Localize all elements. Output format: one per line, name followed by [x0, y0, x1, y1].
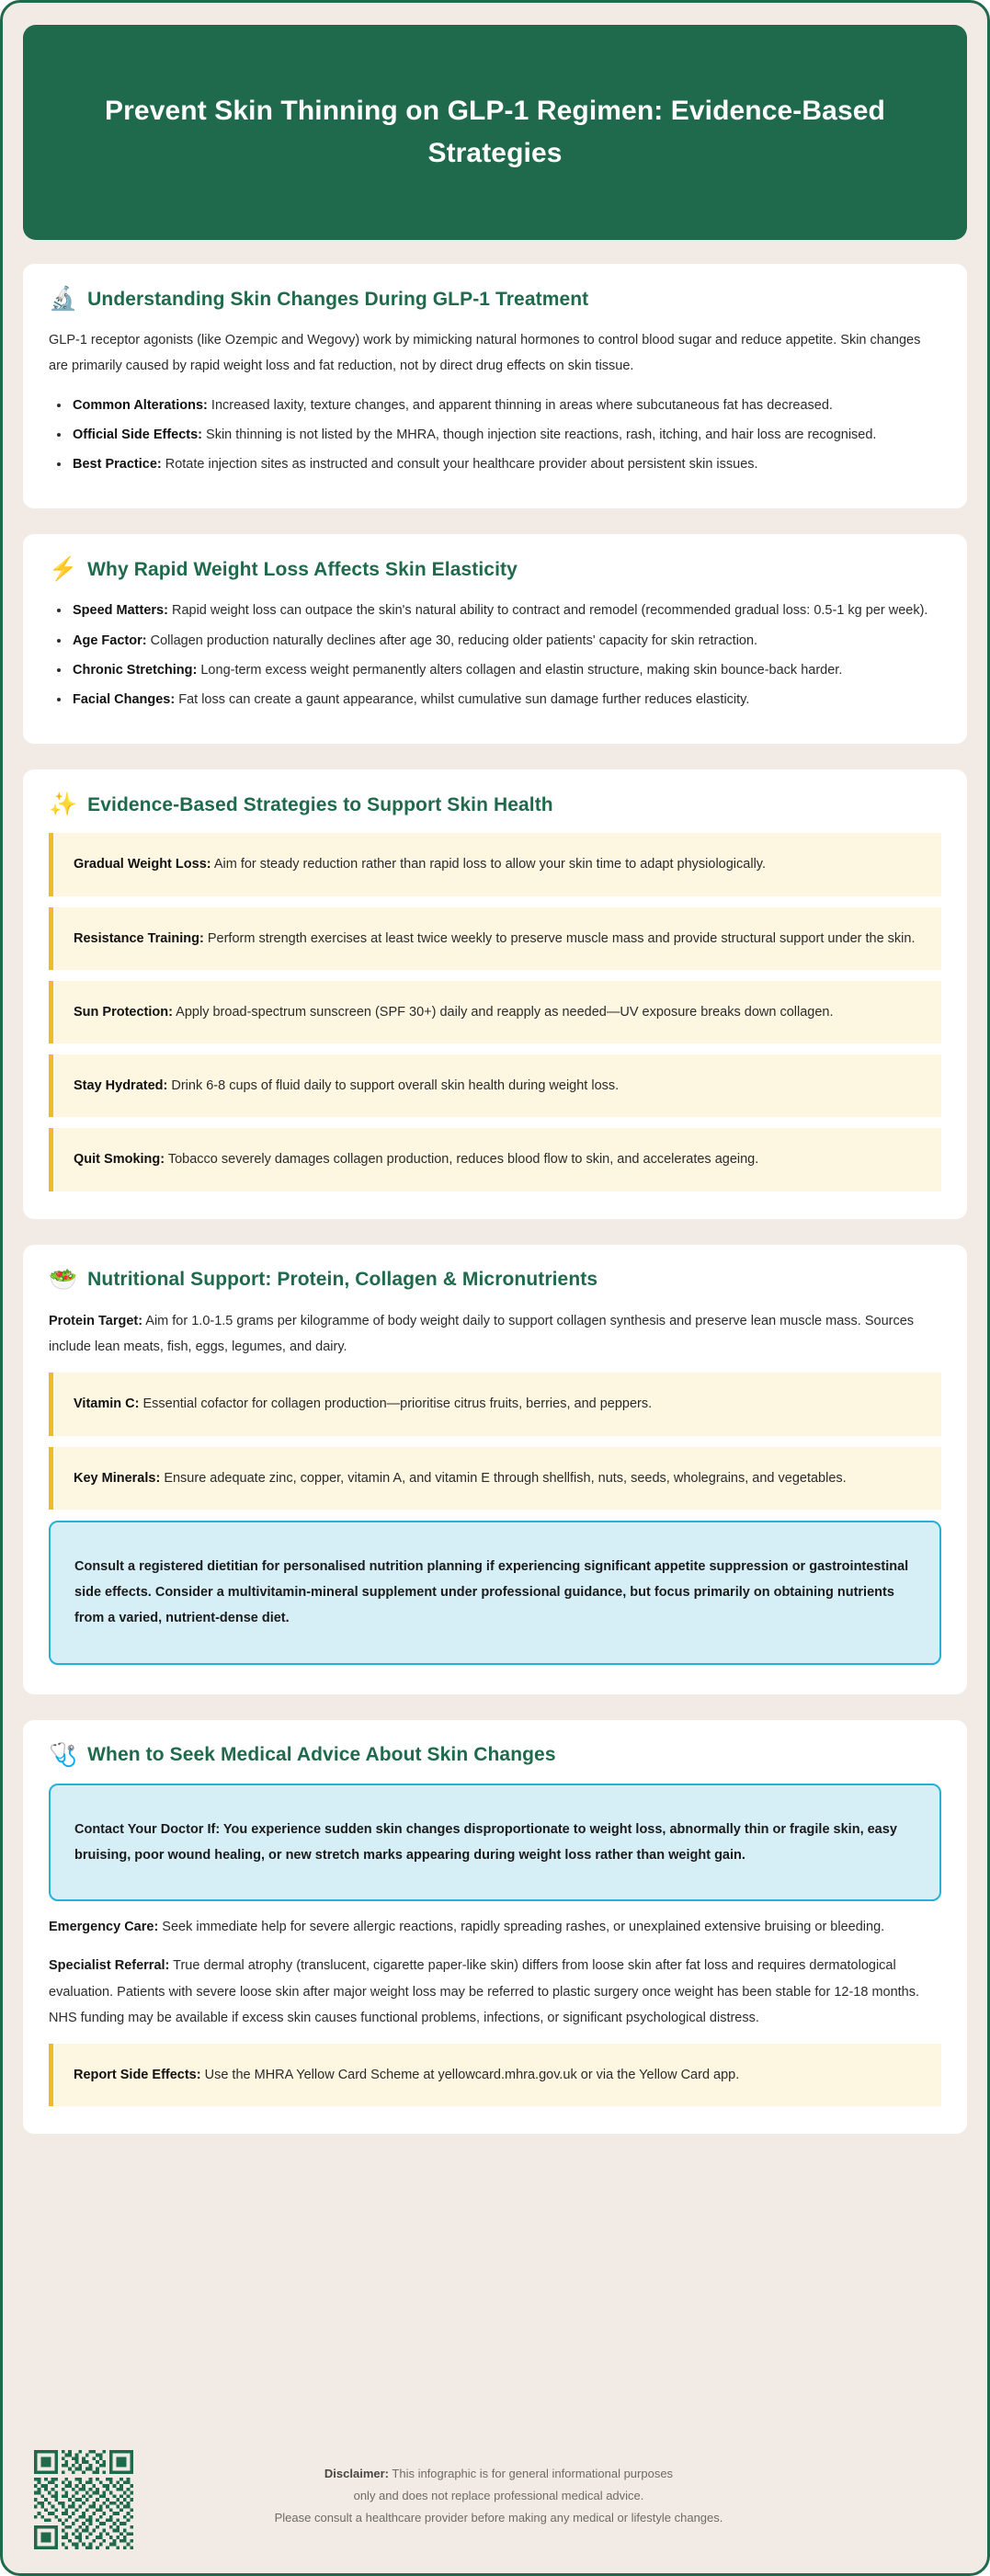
protein-target-text: Aim for 1.0-1.5 grams per kilogramme of body weight daily to support collagen synthesis and preserve lean muscle mass. Sources include lean meats, fish, eggs, legumes, and dairy.	[49, 1313, 915, 1354]
list-item-text: Collagen production naturally declines after age 30, reducing older patients' capacity for skin retraction.	[146, 633, 758, 648]
list-item	[49, 451, 941, 477]
section-title: Why Rapid Weight Loss Affects Skin Elasticity	[87, 558, 518, 580]
contact-doctor-callout: Contact Your Doctor If: You experience sudden skin changes disproportionate to weight loss, abnormally thin or fragile skin, easy bruising, poor wound healing, or new stretch marks appearing during weight loss rather than weight gain.	[49, 1784, 941, 1902]
disclaimer-line-1	[152, 2463, 846, 2485]
strategy-card	[49, 1128, 941, 1191]
section-intro-paragraph: GLP-1 receptor agonists (like Ozempic and Wegovy) work by mimicking natural hormones to control blood sugar and reduce appetite. Skin changes are primarily caused by rapid weight loss and fat reduction, not by direct drug effects on skin tissue.	[49, 333, 921, 374]
strategy-card	[49, 907, 941, 970]
list-item	[49, 657, 941, 683]
qr-code-icon[interactable]	[34, 2450, 133, 2549]
nutrient-card	[49, 1373, 941, 1435]
list-item-label: Age Factor:	[73, 633, 147, 648]
protein-target-paragraph	[49, 1308, 941, 1361]
list-item-label: Best Practice:	[73, 457, 162, 473]
nutrient-label: Vitamin C:	[74, 1396, 140, 1412]
footer	[23, 2437, 967, 2573]
list-item	[49, 393, 941, 418]
emergency-care-label: Emergency Care:	[49, 1920, 159, 1935]
disclaimer-line-3: Please consult a healthcare provider before making any medical or lifestyle changes.	[274, 2511, 723, 2525]
salad-icon: 🥗	[49, 1266, 78, 1293]
protein-target-label: Protein Target:	[49, 1313, 143, 1328]
list-item-label: Chronic Stretching:	[73, 662, 198, 678]
strategy-text: Aim for steady reduction rather than rapid loss to allow your skin time to adapt physiologically.	[211, 857, 766, 872]
section-understanding-skin-changes	[23, 264, 967, 508]
report-text: Use the MHRA Yellow Card Scheme at yellowcard.mhra.gov.uk or via the Yellow Card app.	[200, 2068, 740, 2083]
title-banner	[23, 25, 967, 240]
list-item	[49, 598, 941, 623]
list-item-text: Rapid weight loss can outpace the skin's natural ability to contract and remodel (recommended gradual loss: 0.5-1 kg per week).	[167, 603, 928, 619]
section-title: Understanding Skin Changes During GLP-1 Treatment	[87, 288, 589, 310]
list-item-text: Long-term excess weight permanently alters collagen and elastin structure, making skin bounce-back harder.	[197, 662, 843, 678]
list-item-label: Facial Changes:	[73, 692, 176, 708]
strategy-card	[49, 981, 941, 1043]
list-item-text: Rotate injection sites as instructed and consult your healthcare provider about persistent skin issues.	[161, 457, 758, 473]
microscope-icon: 🔬	[49, 286, 78, 312]
strategy-label: Stay Hydrated:	[74, 1078, 168, 1094]
nutrient-card	[49, 1447, 941, 1510]
section-nutritional-support	[23, 1245, 967, 1694]
disclaimer-text-1: This infographic is for general informational purposes	[389, 2467, 674, 2480]
specialist-referral-label: Specialist Referral:	[49, 1958, 170, 1974]
strategy-text: Drink 6-8 cups of fluid daily to support overall skin health during weight loss.	[167, 1078, 620, 1094]
strategy-card	[49, 1054, 941, 1117]
section-header	[49, 1266, 941, 1293]
list-item-text: Fat loss can create a gaunt appearance, whilst cumulative sun damage further reduces elasticity.	[175, 692, 750, 708]
list-item	[49, 422, 941, 448]
disclaimer-label: Disclaimer:	[324, 2467, 390, 2480]
list-item-text: Increased laxity, texture changes, and apparent thinning in areas where subcutaneous fat has decreased.	[207, 397, 833, 413]
nutrient-text: Essential cofactor for collagen production—prioritise citrus fruits, berries, and peppers.	[139, 1396, 653, 1412]
report-side-effects-card	[49, 2044, 941, 2106]
strategy-label: Quit Smoking:	[74, 1152, 165, 1168]
section-header	[49, 1741, 941, 1768]
list-item-label: Official Side Effects:	[73, 427, 203, 442]
specialist-referral-text: True dermal atrophy (translucent, cigarette paper-like skin) differs from loose skin after fat loss and requires dermatological evaluation. Patients with severe loose skin after major weight loss may be referred to plastic surgery once weight has been stable for 12-18 months. NHS funding may be available if excess skin causes functional problems, infections, or significant psychological distress.	[49, 1958, 920, 2025]
emergency-care-paragraph	[49, 1914, 941, 1940]
dietitian-callout: Consult a registered dietitian for personalised nutrition planning if experiencing significant appetite suppression or gastrointestinal side effects. Consider a multivitamin-mineral supplement under professional guidance, but focus primarily on obtaining nutrients from a varied, nutrient-dense diet.	[49, 1521, 941, 1665]
section-rapid-weight-loss	[23, 534, 967, 744]
strategy-card	[49, 833, 941, 895]
strategy-text: Perform strength exercises at least twice weekly to preserve muscle mass and provide structural support under the skin.	[203, 930, 916, 946]
section-header	[49, 793, 941, 816]
section-evidence-based-strategies	[23, 769, 967, 1218]
strategy-label: Resistance Training:	[74, 930, 204, 946]
disclaimer-line-2: only and does not replace professional medical advice.	[353, 2489, 644, 2503]
list-item	[49, 687, 941, 712]
section-title: Nutritional Support: Protein, Collagen & Micronutrients	[87, 1269, 598, 1291]
section-seek-medical-advice	[23, 1720, 967, 2135]
strategy-text: Apply broad-spectrum sunscreen (SPF 30+) daily and reapply as needed—UV exposure breaks down collagen.	[172, 1004, 834, 1020]
bullet-list	[49, 598, 941, 712]
emergency-care-text: Seek immediate help for severe allergic reactions, rapidly spreading rashes, or unexplained extensive bruising or bleeding.	[158, 1920, 885, 1935]
stethoscope-icon: 🩺	[49, 1741, 78, 1768]
section-title: When to Seek Medical Advice About Skin Changes	[87, 1744, 556, 1766]
sparkles-icon: ✨	[49, 792, 78, 818]
section-header	[49, 288, 941, 311]
report-label: Report Side Effects:	[74, 2068, 201, 2083]
disclaimer	[152, 2450, 956, 2529]
list-item-label: Common Alterations:	[73, 397, 208, 413]
high-voltage-icon: ⚡	[49, 556, 78, 583]
section-title: Evidence-Based Strategies to Support Skin Health	[87, 793, 553, 815]
strategy-label: Sun Protection:	[74, 1004, 173, 1020]
strategy-text: Tobacco severely damages collagen production, reduces blood flow to skin, and accelerates ageing.	[165, 1152, 759, 1168]
list-item-label: Speed Matters:	[73, 603, 168, 619]
list-item	[49, 628, 941, 654]
bullet-list	[49, 393, 941, 478]
nutrient-label: Key Minerals:	[74, 1470, 161, 1486]
page-title: Prevent Skin Thinning on GLP-1 Regimen: Evidence-Based Strategies	[105, 95, 885, 168]
nutrient-text: Ensure adequate zinc, copper, vitamin A, and vitamin E through shellfish, nuts, seeds, wholegrains, and vegetables.	[160, 1470, 847, 1486]
list-item-text: Skin thinning is not listed by the MHRA, though injection site reactions, rash, itching, and hair loss are recognised.	[202, 427, 877, 442]
section-header	[49, 558, 941, 581]
strategy-label: Gradual Weight Loss:	[74, 857, 211, 872]
specialist-referral-paragraph	[49, 1953, 941, 2031]
